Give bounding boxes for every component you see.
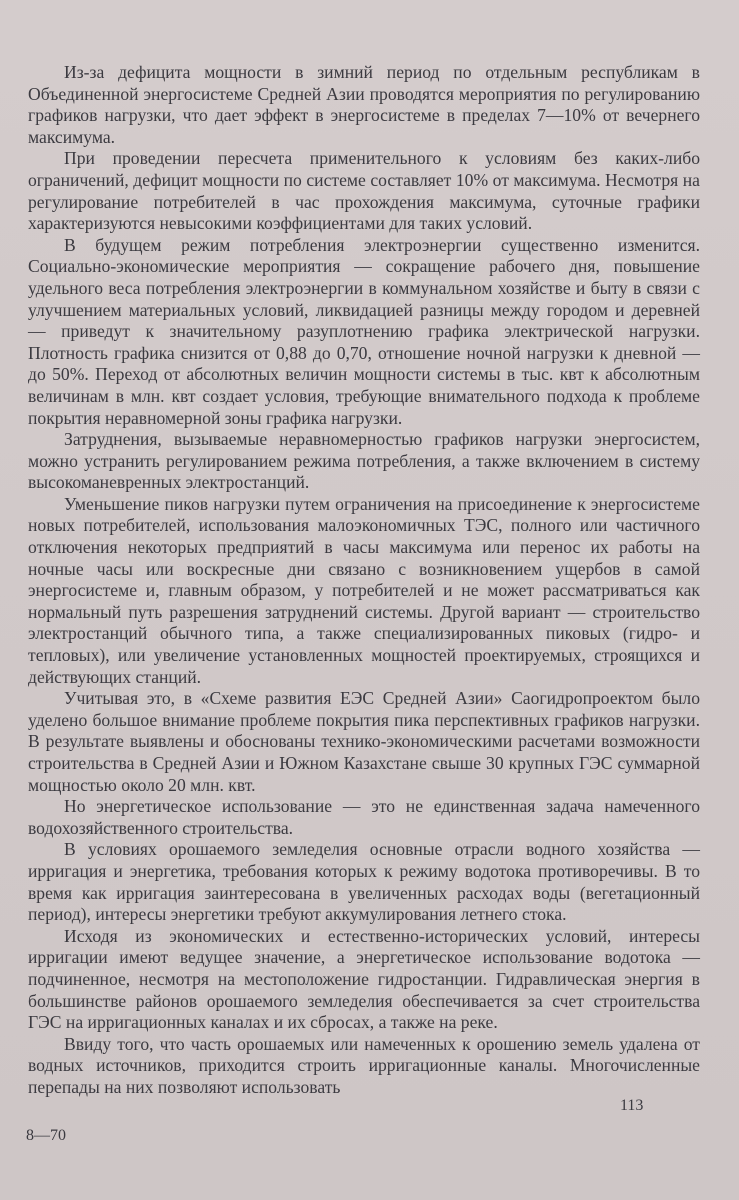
- paragraph: Уменьшение пиков нагрузки путем ограничения на присоединение к энергосистеме новых потребителей, использования малоэкономичных ТЭС, полного или частичного отключения некоторых предприятий в часы максимума или перенос их работы на ночные часы или воскресные дни связано с возникновением ущербов в самой энергосистеме и, главным образом, у потребителей и не может рассматриваться как нормальный путь разрешения затруднений системы. Другой вариант — строительство электростанций обычного типа, а также специализированных пиковых (гидро- и тепловых), или увеличение установленных мощностей проектируемых, строящихся и действующих станций.: [28, 493, 700, 687]
- paragraph: Затруднения, вызываемые неравномерностью графиков нагрузки энергосистем, можно устранить регулированием режима потребления, а также включением в систему высокоманевренных электростанций.: [28, 429, 700, 493]
- body-text: [28, 62, 700, 1099]
- paragraph: Учитывая это, в «Схеме развития ЕЭС Средней Азии» Саогидропроектом было уделено большое внимание проблеме покрытия пика перспективных графиков нагрузки. В результате выявлены и обоснованы технико-экономическими расчетами возможности строительства в Средней Азии и Южном Казахстане свыше 30 крупных ГЭС суммарной мощностью около 20 млн. квт.: [28, 688, 700, 795]
- paragraph: В условиях орошаемого земледелия основные отрасли водного хозяйства — ирригация и энергетика, требования которых к режиму водотока противоречивы. В то время как ирригация заинтересована в увеличенных расходах воды (вегетационный период), интересы энергетики требуют аккумулирования летнего стока.: [28, 839, 700, 925]
- page-number: 113: [620, 1097, 644, 1114]
- paragraph: При проведении пересчета применительного к условиям без каких-либо ограничений, дефицит мощности по системе составляет 10% от максимума. Несмотря на регулирование потребителей в час прохождения максимума, суточные графики характеризуются невысокими коэффициентами для таких условий.: [28, 148, 700, 234]
- paragraph: Но энергетическое использование — это не единственная задача намеченного водохозяйственного строительства.: [28, 796, 700, 838]
- paragraph: Из-за дефицита мощности в зимний период по отдельным республикам в Объединенной энергосистеме Средней Азии проводятся мероприятия по регулированию графиков нагрузки, что дает эффект в энергосистеме в пределах 7—10% от вечернего максимума.: [28, 62, 700, 147]
- paragraph: Ввиду того, что часть орошаемых или намеченных к орошению земель удалена от водных источников, приходится строить ирригационные каналы. Многочисленные перепады на них позволяют использовать: [28, 1033, 700, 1097]
- signature-mark: 8—70: [26, 1127, 66, 1144]
- paragraph: Исходя из экономических и естественно-исторических условий, интересы ирригации имеют ведущее значение, а энергетическое использование водотока — подчиненное, несмотря на местоположение гидростанции. Гидравлическая энергия в большинстве районов орошаемого земледелия обеспечивается за счет строительства ГЭС на ирригационных каналах и их сбросах, а также на реке.: [28, 925, 700, 1033]
- paragraph: В будущем режим потребления электроэнергии существенно изменится. Социально-экономические мероприятия — сокращение рабочего дня, повышение удельного веса потребления электроэнергии в коммунальном хозяйстве и быту в связи с улучшением материальных условий, ликвидацией разницы между городом и деревней — приведут к значительному разуплотнению графика электрической нагрузки. Плотность графика снизится от 0,88 до 0,70, отношение ночной нагрузки к дневной — до 50%. Переход от абсолютных величин мощности системы в тыс. квт к абсолютным величинам в млн. квт создает условия, требующие внимательного подхода к проблеме покрытия неравномерной зоны графика нагрузки.: [28, 234, 700, 428]
